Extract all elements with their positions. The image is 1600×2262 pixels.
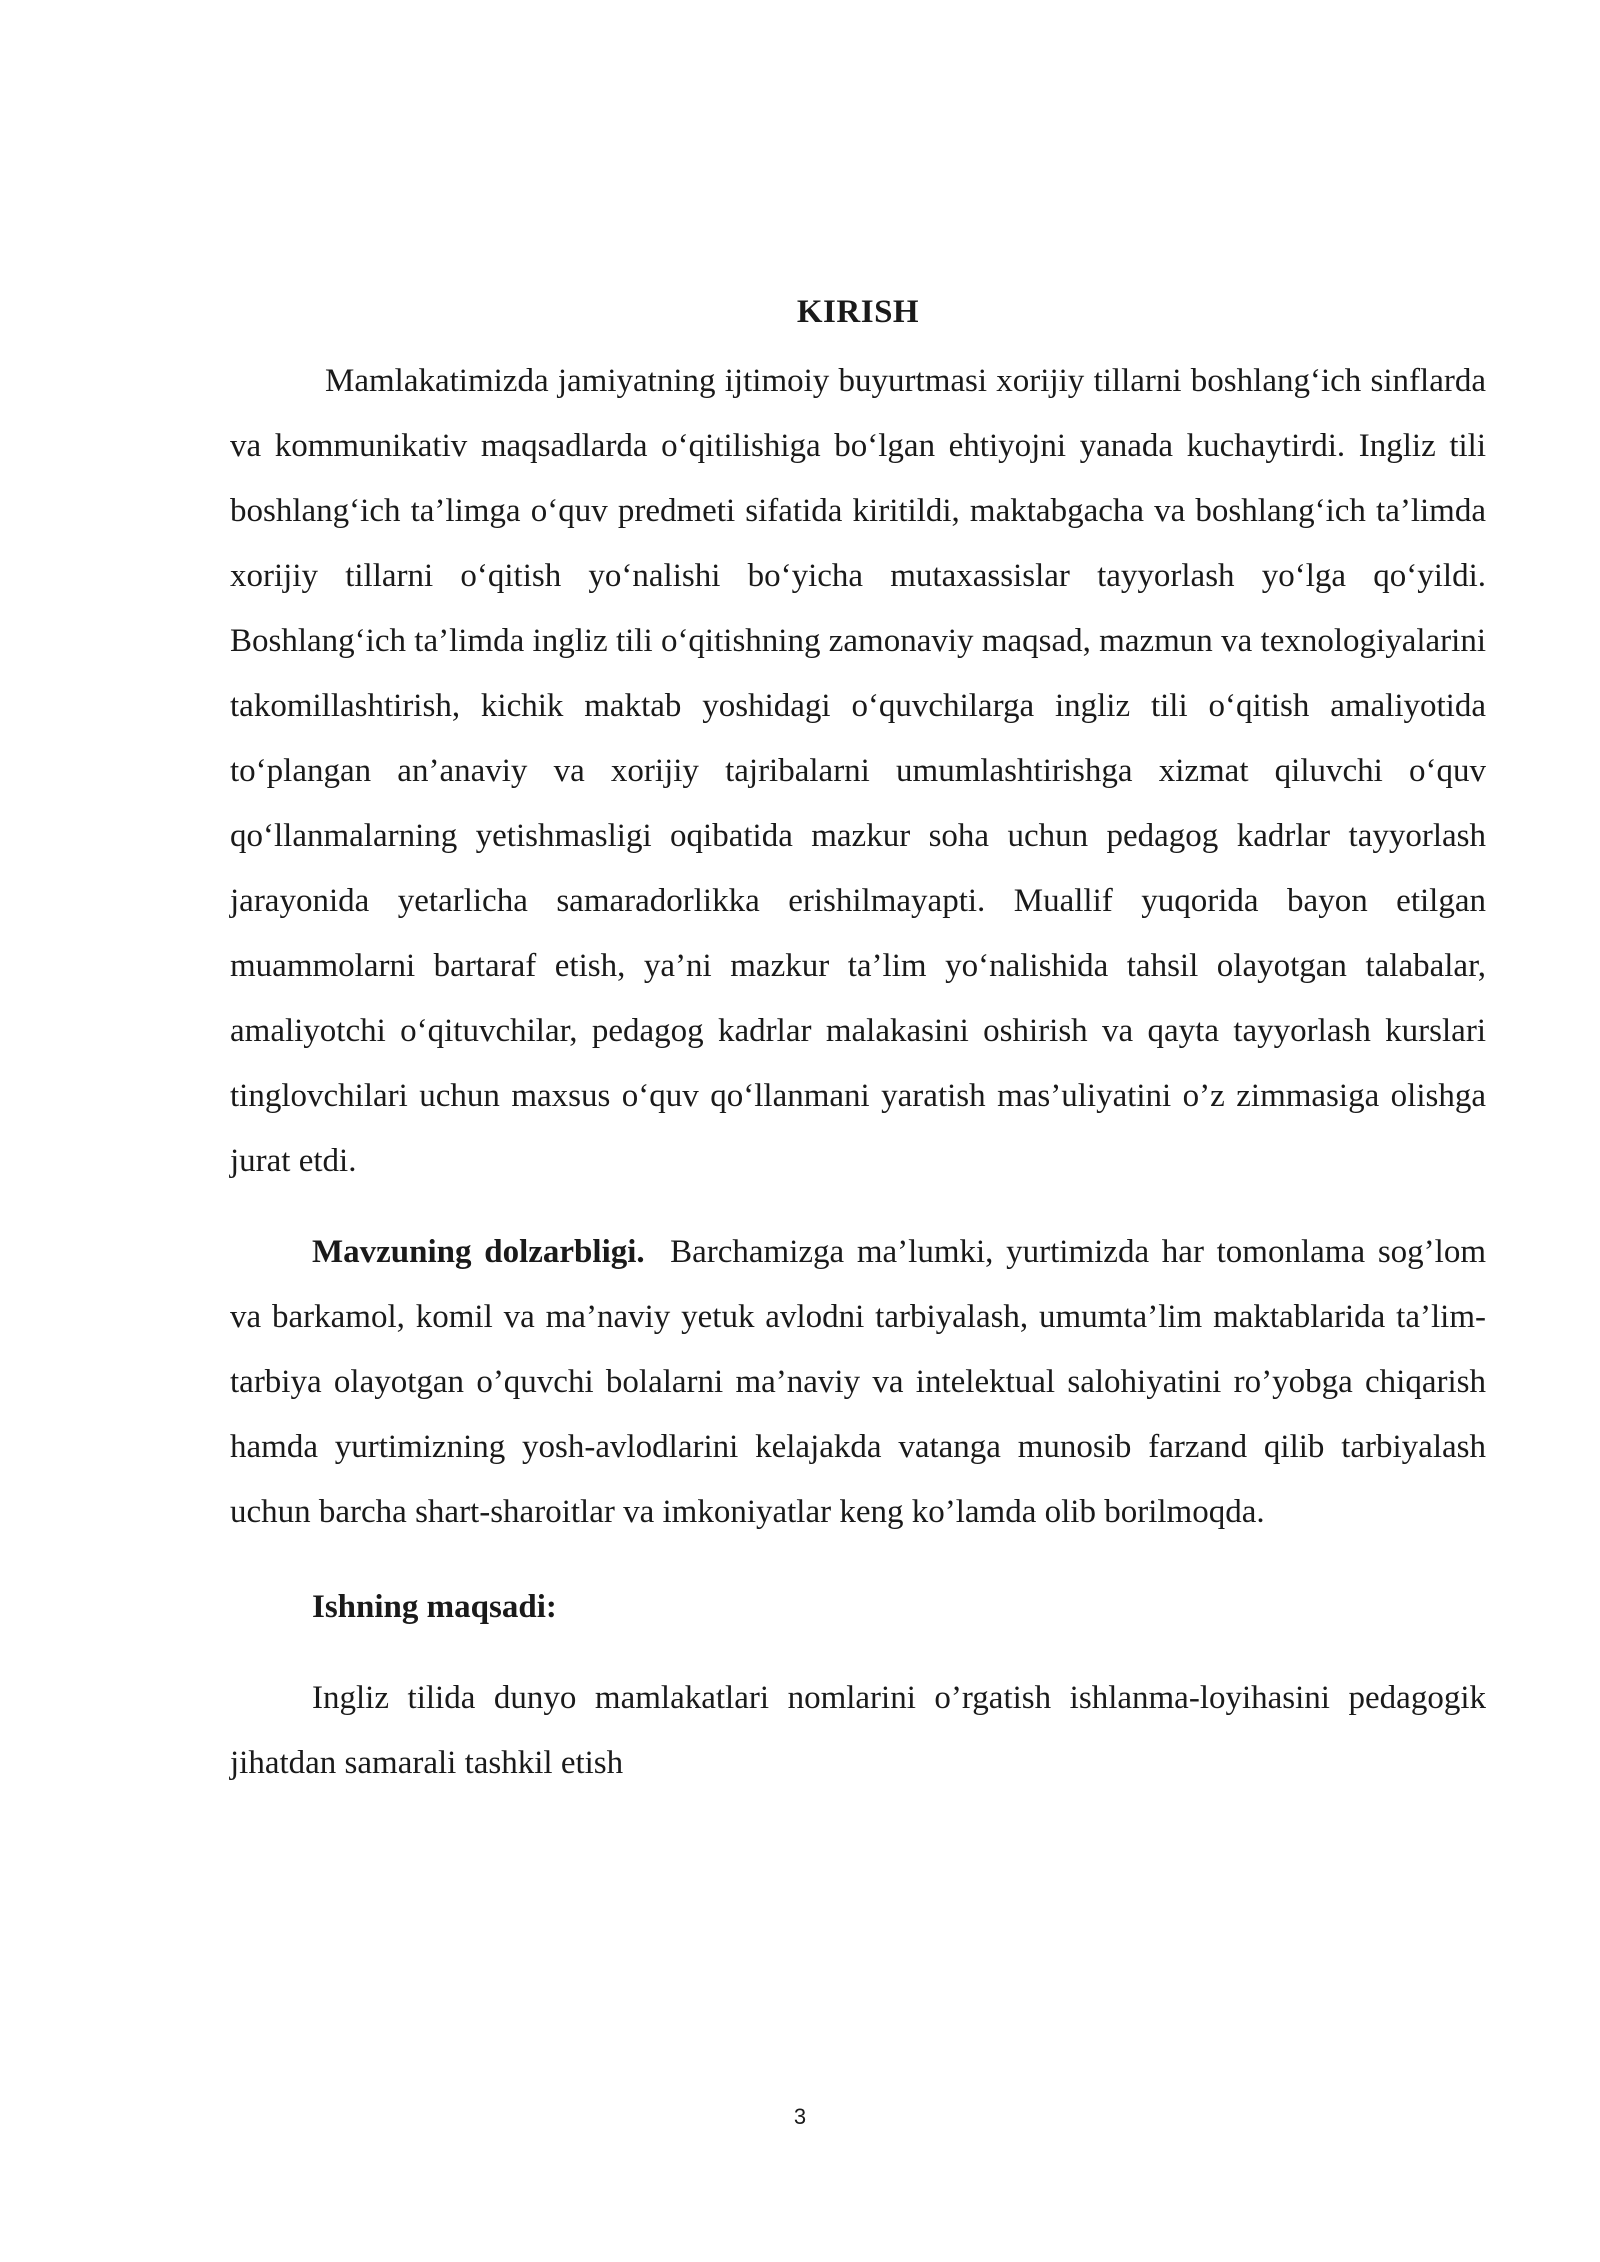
paragraph-spacer	[230, 1194, 1486, 1220]
relevance-paragraph	[230, 1220, 1486, 1545]
page-title: KIRISH	[796, 294, 920, 330]
intro-paragraph: Mamlakatimizda jamiyatning ijtimoiy buyurtmasi xorijiy tillarni boshlang‘ich sinflarda va kommunikativ maqsadlarda o‘qitilishiga bo‘lgan ehtiyojni yanada kuchaytirdi. Ingliz tili boshlang‘ich ta’limga o‘quv predmeti sifatida kiritildi, maktabgacha va boshlang‘ich ta’limda xorijiy tillarni o‘qitish yo‘nalishi bo‘yicha mutaxassislar tayyorlash yo‘lga qo‘yildi. Boshlang‘ich ta’limda ingliz tili o‘qitishning zamonaviy maqsad, mazmun va texnologiyalarini takomillashtirish, kichik maktab yoshidagi o‘quvchilarga ingliz tili o‘qitish amaliyotida to‘plangan an’anaviy va xorijiy tajribalarni umumlashtirishga xizmat qiluvchi o‘quv qo‘llanmalarning yetishmasligi oqibatida mazkur soha uchun pedagog kadrlar tayyorlash jarayonida yetarlicha samaradorlikka erishilmayapti. Muallif yuqorida bayon etilgan muammolarni bartaraf etish, ya’ni mazkur ta’lim yo‘nalishida tahsil olayotgan talabalar, amaliyotchi o‘qituvchilar, pedagog kadrlar malakasini oshirish va qayta tayyorlash kurslari tinglovchilari uchun maxsus o‘quv qo‘llanmani yaratish mas’uliyatini o’z zimmasiga olishga jurat etdi.	[230, 363, 1486, 1179]
paragraph-spacer	[230, 1545, 1486, 1575]
paragraph-spacer	[230, 1640, 1486, 1666]
page-content	[230, 285, 1486, 1796]
page-number: 3	[793, 2104, 807, 2129]
goal-heading: Ishning maqsadi:	[312, 1589, 557, 1625]
relevance-text: Barchamizga ma’lumki, yurtimizda har tomonlama sog’lom va barkamol, komil va ma’naviy yetuk avlodni tarbiyalash, umumta’lim maktablarida ta’lim-tarbiya olayotgan o’quvchi bolalarni ma’naviy va intelektual salohiyatini ro’yobga chiqarish hamda yurtimizning yosh-avlodlarini kelajakda vatanga munosib farzand qilib tarbiyalash uchun barcha shart-sharoitlar va imkoniyatlar keng ko’lamda olib borilmoqda.	[230, 1234, 1486, 1530]
relevance-heading: Mavzuning dolzarbligi.	[312, 1234, 645, 1270]
goal-paragraph: Ingliz tilida dunyo mamlakatlari nomlarini o’rgatish ishlanma-loyihasini pedagogik jihatdan samarali tashkil etish	[230, 1680, 1486, 1781]
